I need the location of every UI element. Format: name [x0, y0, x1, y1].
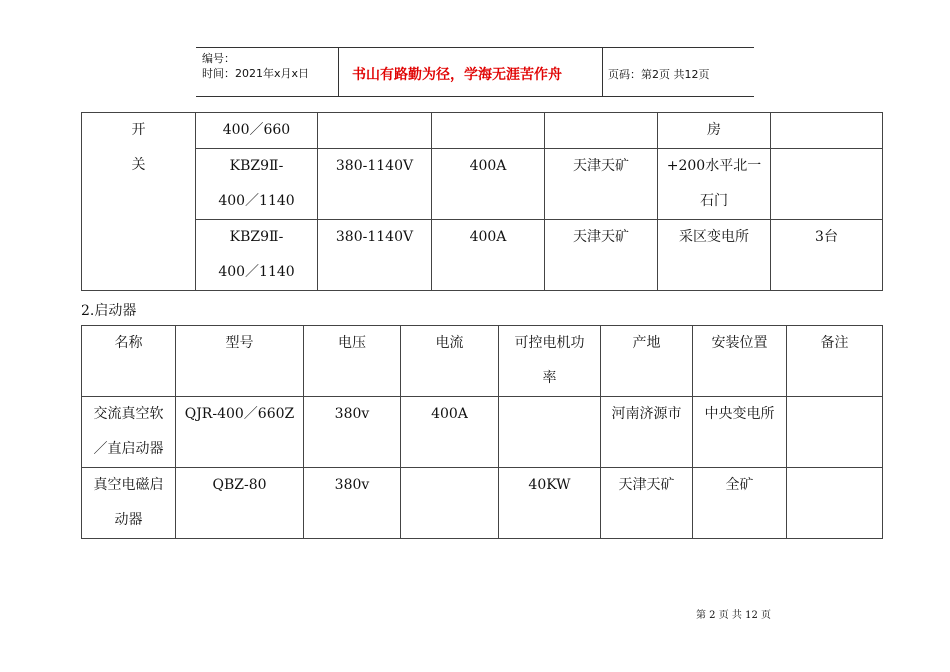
table-row — [82, 220, 883, 291]
header-origin: 产地 — [601, 326, 693, 397]
name-text-a: 真空电磁启 — [93, 477, 164, 493]
header-current: 电流 — [401, 326, 499, 397]
origin-cell: 河南济源市 — [601, 397, 693, 468]
header-model: 型号 — [176, 326, 304, 397]
model-text-b: 400／1140 — [218, 264, 295, 280]
header-voltage: 电压 — [304, 326, 401, 397]
name-text-a: 交流真空软 — [93, 406, 164, 422]
category-cell — [82, 113, 196, 291]
name-text-b: ／直启动器 — [93, 441, 164, 457]
name-cell — [82, 468, 176, 539]
current-cell: 400A — [401, 397, 499, 468]
location-cell — [658, 149, 771, 220]
location-cell: 全矿 — [693, 468, 787, 539]
header-divider-right — [602, 47, 603, 97]
model-cell: QJR-400／660Z — [176, 397, 304, 468]
model-cell: 400／660 — [196, 113, 318, 149]
location-text-b: 石门 — [700, 193, 728, 209]
note-cell: 3台 — [771, 220, 883, 291]
name-text-b: 动器 — [114, 512, 143, 528]
power-cell: 40KW — [499, 468, 601, 539]
header-name: 名称 — [82, 326, 176, 397]
note-cell — [771, 149, 883, 220]
voltage-cell — [318, 113, 432, 149]
header-time-label: 时间：2021年x月x日 — [202, 67, 310, 80]
category-text-line1: 开 — [131, 122, 146, 138]
name-cell — [82, 397, 176, 468]
table-header-row — [82, 326, 883, 397]
location-cell: 房 — [658, 113, 771, 149]
current-cell — [401, 468, 499, 539]
table-row — [82, 149, 883, 220]
origin-cell: 天津天矿 — [545, 220, 658, 291]
header-divider-left — [338, 47, 339, 97]
table-row — [82, 113, 883, 149]
origin-cell — [545, 113, 658, 149]
section-title: 2.启动器 — [81, 303, 137, 319]
voltage-cell: 380-1140V — [318, 220, 432, 291]
origin-cell: 天津天矿 — [545, 149, 658, 220]
header-page-label: 页码：第2页 共12页 — [608, 68, 710, 81]
model-cell — [196, 220, 318, 291]
model-text-a: KBZ9Ⅱ- — [229, 229, 284, 245]
header-motto: 书山有路勤为径，学海无涯苦作舟 — [352, 67, 562, 83]
note-cell — [787, 397, 883, 468]
location-text-a: +200水平北一 — [666, 158, 762, 174]
power-cell — [499, 397, 601, 468]
voltage-cell: 380-1140V — [318, 149, 432, 220]
page-footer: 第 2 页 共 12 页 — [696, 610, 771, 621]
note-cell — [787, 468, 883, 539]
current-cell: 400A — [432, 220, 545, 291]
header-top-rule — [196, 47, 754, 48]
header-power-text-a: 可控电机功 — [514, 335, 585, 351]
current-cell: 400A — [432, 149, 545, 220]
header-number-label: 编号： — [202, 52, 235, 65]
model-cell — [196, 149, 318, 220]
voltage-cell: 380v — [304, 468, 401, 539]
location-cell: 中央变电所 — [693, 397, 787, 468]
header-note: 备注 — [787, 326, 883, 397]
starter-table — [81, 325, 883, 539]
origin-cell: 天津天矿 — [601, 468, 693, 539]
table-row — [82, 397, 883, 468]
category-text-line2: 关 — [131, 157, 146, 173]
header-bottom-rule — [196, 96, 754, 97]
note-cell — [771, 113, 883, 149]
table-row — [82, 468, 883, 539]
current-cell — [432, 113, 545, 149]
header-location: 安装位置 — [693, 326, 787, 397]
model-text-b: 400／1140 — [218, 193, 295, 209]
header-power — [499, 326, 601, 397]
model-cell: QBZ-80 — [176, 468, 304, 539]
switch-table — [81, 112, 883, 291]
header-power-text-b: 率 — [542, 370, 557, 386]
voltage-cell: 380v — [304, 397, 401, 468]
location-cell: 采区变电所 — [658, 220, 771, 291]
model-text-a: KBZ9Ⅱ- — [229, 158, 284, 174]
